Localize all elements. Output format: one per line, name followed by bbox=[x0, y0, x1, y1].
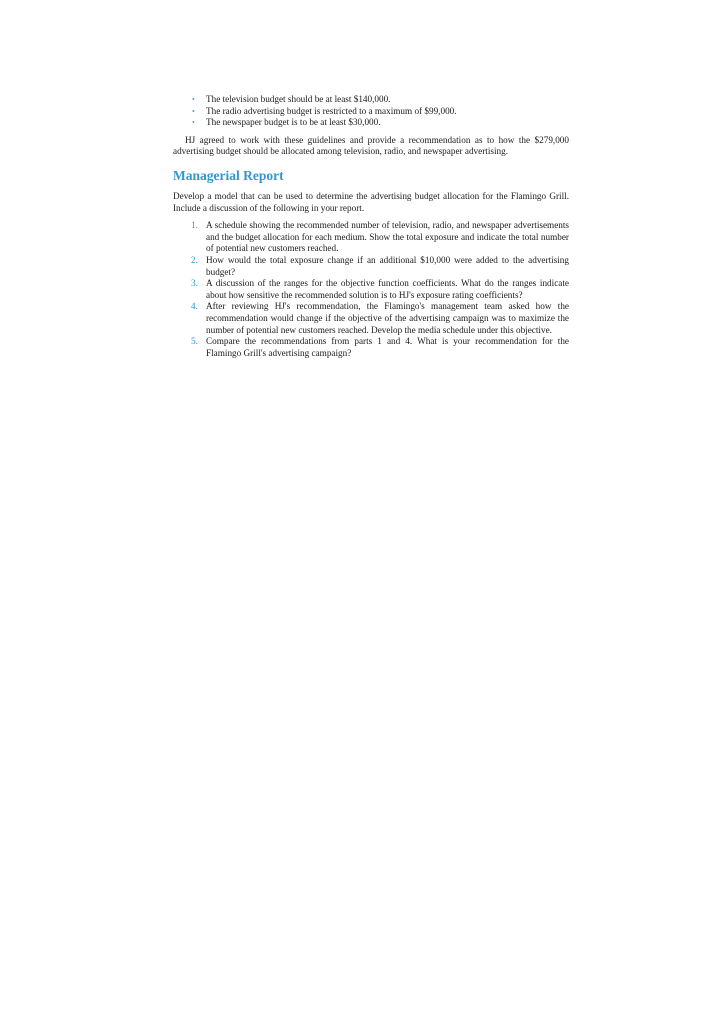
bullet-text: The newspaper budget is to be at least $30,000. bbox=[206, 117, 381, 128]
list-item bbox=[173, 336, 569, 359]
list-item bbox=[173, 278, 569, 301]
document-page bbox=[173, 94, 569, 359]
item-number: 3. bbox=[191, 278, 198, 289]
report-paragraph: Develop a model that can be used to determine the advertising budget allocation for the Flamingo Grill. Include a discussion of the following in your report. bbox=[173, 190, 569, 213]
list-item bbox=[173, 255, 569, 278]
bullet-icon: • bbox=[192, 106, 195, 116]
bullet-icon: • bbox=[192, 95, 195, 104]
list-item bbox=[173, 106, 569, 118]
bullet-text: The television budget should be at least $140,000. bbox=[206, 94, 391, 104]
list-item bbox=[173, 220, 569, 255]
intro-paragraph: HJ agreed to work with these guidelines and provide a recommendation as to how the $279,000 advertising budget should be allocated among television, radio, and newspaper advertising. bbox=[173, 134, 569, 157]
bullet-text: The radio advertising budget is restricted to a maximum of $99,000. bbox=[206, 105, 457, 116]
item-text: After reviewing HJ's recommendation, the Flamingo's management team asked how the recommendation would change if the objective of the advertising campaign was to maximize the number of potential new customers reached. Develop the media schedule under this objective. bbox=[206, 301, 569, 335]
section-heading: Managerial Report bbox=[173, 167, 284, 183]
item-number: 4. bbox=[191, 301, 198, 312]
item-text: Compare the recommendations from parts 1 and 4. What is your recommendation for the Flamingo Grill's advertising campaign? bbox=[206, 336, 569, 358]
item-text: A discussion of the ranges for the objective function coefficients. What do the ranges indicate about how sensitive the recommended solution is to HJ's exposure rating coefficients? bbox=[206, 278, 569, 300]
list-item bbox=[173, 301, 569, 336]
guidelines-list bbox=[173, 94, 569, 129]
item-number: 1. bbox=[191, 220, 198, 231]
item-number: 5. bbox=[191, 336, 198, 347]
item-text: How would the total exposure change if an additional $10,000 were added to the advertising budget? bbox=[206, 254, 569, 277]
list-item bbox=[173, 117, 569, 129]
item-number: 2. bbox=[191, 254, 198, 265]
bullet-icon: • bbox=[192, 118, 195, 128]
report-items-list bbox=[173, 220, 569, 359]
item-text: A schedule showing the recommended number of television, radio, and newspaper advertisements and the budget allocation for each medium. Show the total exposure and indicate the total number of potential new customers reached. bbox=[206, 220, 569, 254]
list-item bbox=[173, 94, 569, 106]
